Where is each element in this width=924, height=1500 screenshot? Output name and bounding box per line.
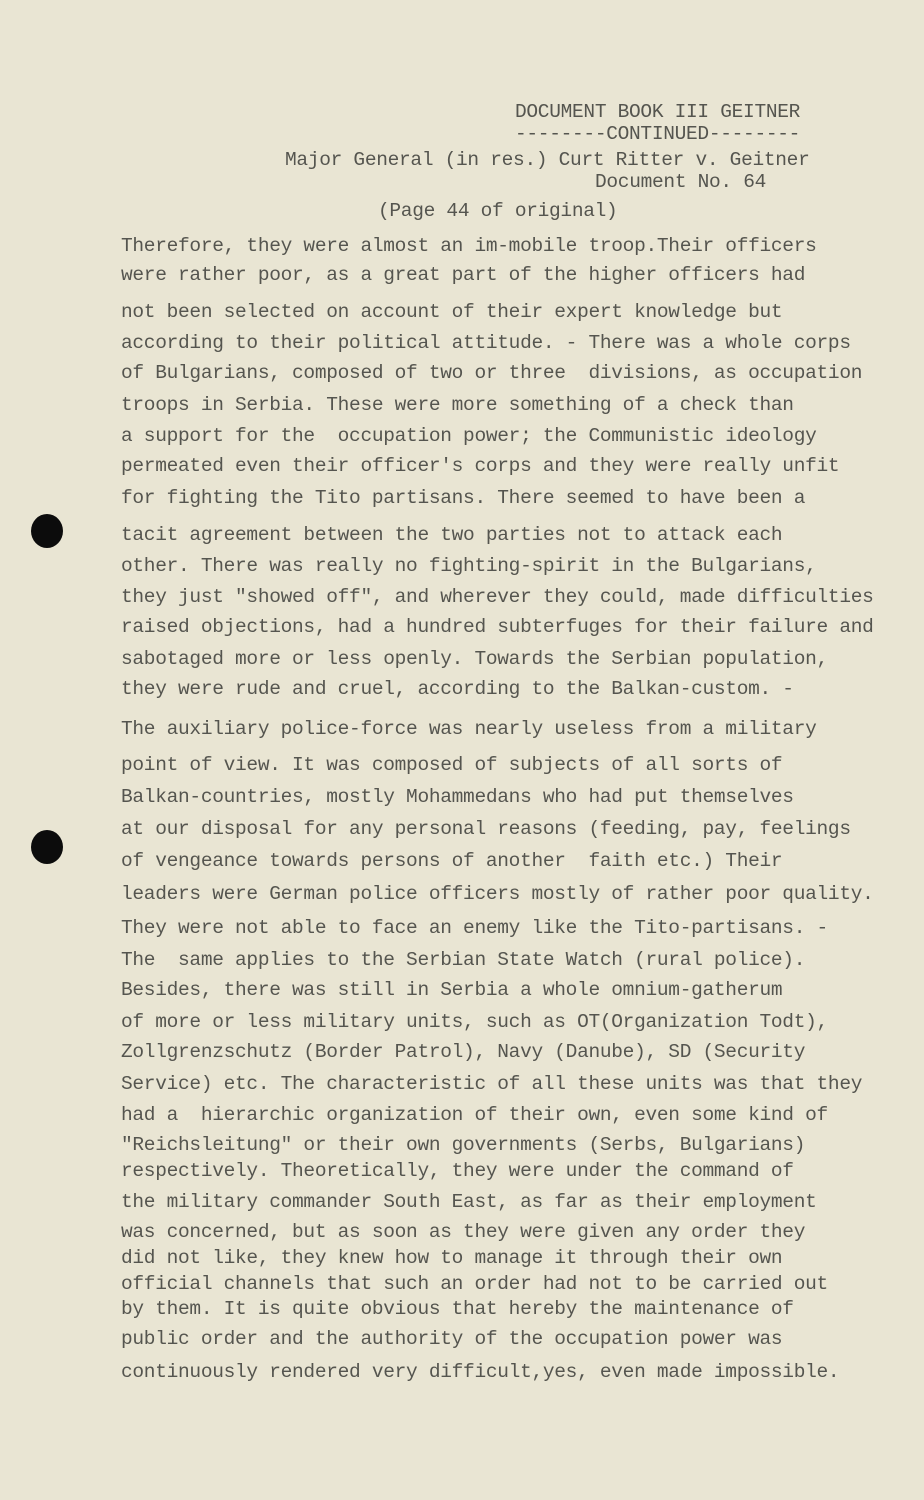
text-line: Service) etc. The characteristic of all these units was that they	[121, 1073, 863, 1095]
text-line: The auxiliary police-force was nearly useless from a military	[121, 718, 817, 740]
text-line: Therefore, they were almost an im-mobile troop.Their officers	[121, 235, 817, 257]
text-line: continuously rendered very difficult,yes, even made impossible.	[121, 1361, 840, 1383]
punch-hole	[31, 830, 63, 864]
text-line: had a hierarchic organization of their own, even some kind of	[121, 1104, 828, 1126]
text-line: were rather poor, as a great part of the higher officers had	[121, 264, 806, 286]
text-line: for fighting the Tito partisans. There seemed to have been a	[121, 487, 806, 509]
text-line: was concerned, but as soon as they were given any order they	[121, 1221, 806, 1243]
text-line: of more or less military units, such as OT(Organization Todt),	[121, 1011, 828, 1033]
text-line: Balkan-countries, mostly Mohammedans who had put themselves	[121, 786, 794, 808]
document-book-title: DOCUMENT BOOK III GEITNER	[515, 101, 801, 123]
text-line: other. There was really no fighting-spirit in the Bulgarians,	[121, 555, 817, 577]
text-line: troops in Serbia. These were more something of a check than	[121, 394, 794, 416]
text-line: public order and the authority of the occupation power was	[121, 1328, 783, 1350]
text-line: of vengeance towards persons of another faith etc.) Their	[121, 850, 783, 872]
text-line: they were rude and cruel, according to the Balkan-custom. -	[121, 678, 794, 700]
text-line: point of view. It was composed of subjects of all sorts of	[121, 754, 783, 776]
continued-label: --------CONTINUED--------	[515, 123, 801, 145]
text-line: according to their political attitude. - There was a whole corps	[121, 332, 851, 354]
text-line: respectively. Theoretically, they were under the command of	[121, 1160, 794, 1182]
author-line: Major General (in res.) Curt Ritter v. Geitner	[285, 149, 810, 171]
text-line: official channels that such an order had not to be carried out	[121, 1273, 828, 1295]
text-line: They were not able to face an enemy like the Tito-partisans. -	[121, 917, 828, 939]
text-line: by them. It is quite obvious that hereby the maintenance of	[121, 1298, 794, 1320]
text-line: the military commander South East, as far as their employment	[121, 1191, 817, 1213]
text-line: did not like, they knew how to manage it through their own	[121, 1247, 783, 1269]
page-reference: (Page 44 of original)	[378, 200, 618, 222]
text-line: leaders were German police officers mostly of rather poor quality.	[121, 883, 874, 905]
punch-hole	[31, 514, 63, 548]
text-line: Besides, there was still in Serbia a whole omnium-gatherum	[121, 979, 783, 1001]
text-line: they just "showed off", and wherever they could, made difficulties	[121, 586, 874, 608]
text-line: of Bulgarians, composed of two or three divisions, as occupation	[121, 362, 863, 384]
text-line: not been selected on account of their expert knowledge but	[121, 301, 783, 323]
text-line: Zollgrenzschutz (Border Patrol), Navy (Danube), SD (Security	[121, 1041, 806, 1063]
text-line: a support for the occupation power; the Communistic ideology	[121, 425, 817, 447]
text-line: tacit agreement between the two parties not to attack each	[121, 524, 783, 546]
text-line: The same applies to the Serbian State Watch (rural police).	[121, 949, 806, 971]
document-number: Document No. 64	[595, 171, 767, 193]
text-line: permeated even their officer's corps and they were really unfit	[121, 455, 840, 477]
text-line: at our disposal for any personal reasons (feeding, pay, feelings	[121, 818, 851, 840]
text-line: "Reichsleitung" or their own governments (Serbs, Bulgarians)	[121, 1134, 806, 1156]
text-line: sabotaged more or less openly. Towards the Serbian population,	[121, 648, 828, 670]
text-line: raised objections, had a hundred subterfuges for their failure and	[121, 616, 874, 638]
